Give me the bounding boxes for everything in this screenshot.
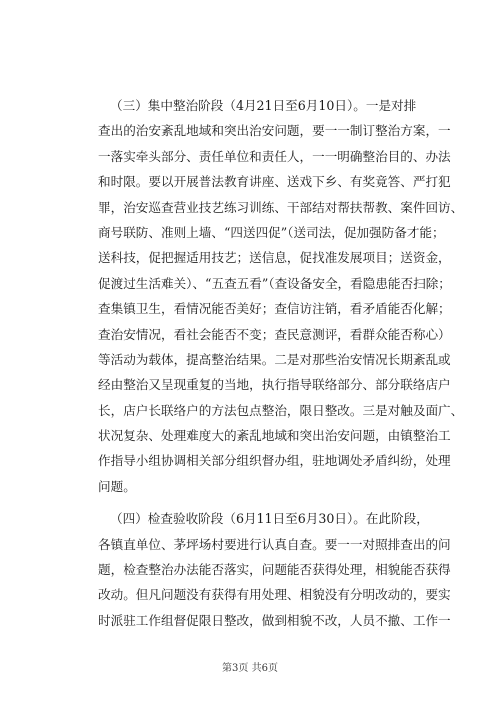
paragraph-gap xyxy=(98,499,416,506)
paragraph-stage-four xyxy=(98,506,451,633)
text-line: 问题。 xyxy=(98,478,136,494)
text-line: 经由整治又呈现重复的当地，执行指导联络部分、部分联络店户 xyxy=(98,377,451,393)
text-line: 查集镇卫生，看情况能否美好；查信访注销，看矛盾能否化解； xyxy=(98,301,451,317)
text-line: 作指导小组协调相关部分组织督办组，驻地调处矛盾纠纷，处理 xyxy=(98,453,451,469)
text-line: 等活动为载体，提高整治结果。二是对那些治安情况长期紊乱或 xyxy=(98,351,451,367)
text-line: （三）集中整治阶段（4月21日至6月10日）。一是对排 xyxy=(110,98,417,113)
text-line: 促渡过生活难关）、“五查五看”（查设备安全，看隐患能否扫除； xyxy=(98,275,451,291)
text-line: 罪，治安巡查营业技艺练习训练、干部结对帮扶帮教、案件回访、 xyxy=(98,199,464,215)
text-line: 长，店户长联络户的方法包点整治，限日整改。三是对触及面广、 xyxy=(98,402,464,418)
paragraph-stage-three xyxy=(98,93,464,499)
text-line: 一落实牵头部分、责任单位和责任人，一一明确整治目的、办法 xyxy=(98,148,451,164)
page-number-footer: 第3页 共6页 xyxy=(222,663,278,674)
text-line: 和时限。要以开展普法教育讲座、送戏下乡、有奖竟答、严打犯 xyxy=(98,174,451,190)
text-line: 商号联防、准则上墙、“四送四促”（送司法，促加强防备才能； xyxy=(98,224,445,240)
text-line: 改动。但凡问题没有获得有用处理、相貌没有分明改动的，要实 xyxy=(98,587,451,603)
text-line: 状况复杂、处理难度大的紊乱地域和突出治安问题，由镇整治工 xyxy=(98,428,451,444)
text-line: 查治安情况，看社会能否不变；查民意测评，看群众能否称心） xyxy=(98,326,451,342)
text-line: 送科技，促把握适用技艺；送信息，促找准发展项目；送资金， xyxy=(98,250,451,266)
text-line: 时派驻工作组督促限日整改，做到相貌不改，人员不撤、工作一 xyxy=(98,612,451,628)
text-line: （四）检查验收阶段（6月11日至6月30日）。在此阶段， xyxy=(110,511,429,527)
text-line: 各镇直单位、茅坪场村要进行认真自查。要一一对照排查出的问 xyxy=(98,536,451,552)
document-body xyxy=(98,93,464,633)
text-line: 题，检查整治办法能否落实，问题能否获得处理，相貌能否获得 xyxy=(98,562,451,578)
text-line: 查出的治安紊乱地域和突出治安问题，要一一制订整治方案，一 xyxy=(98,123,451,139)
